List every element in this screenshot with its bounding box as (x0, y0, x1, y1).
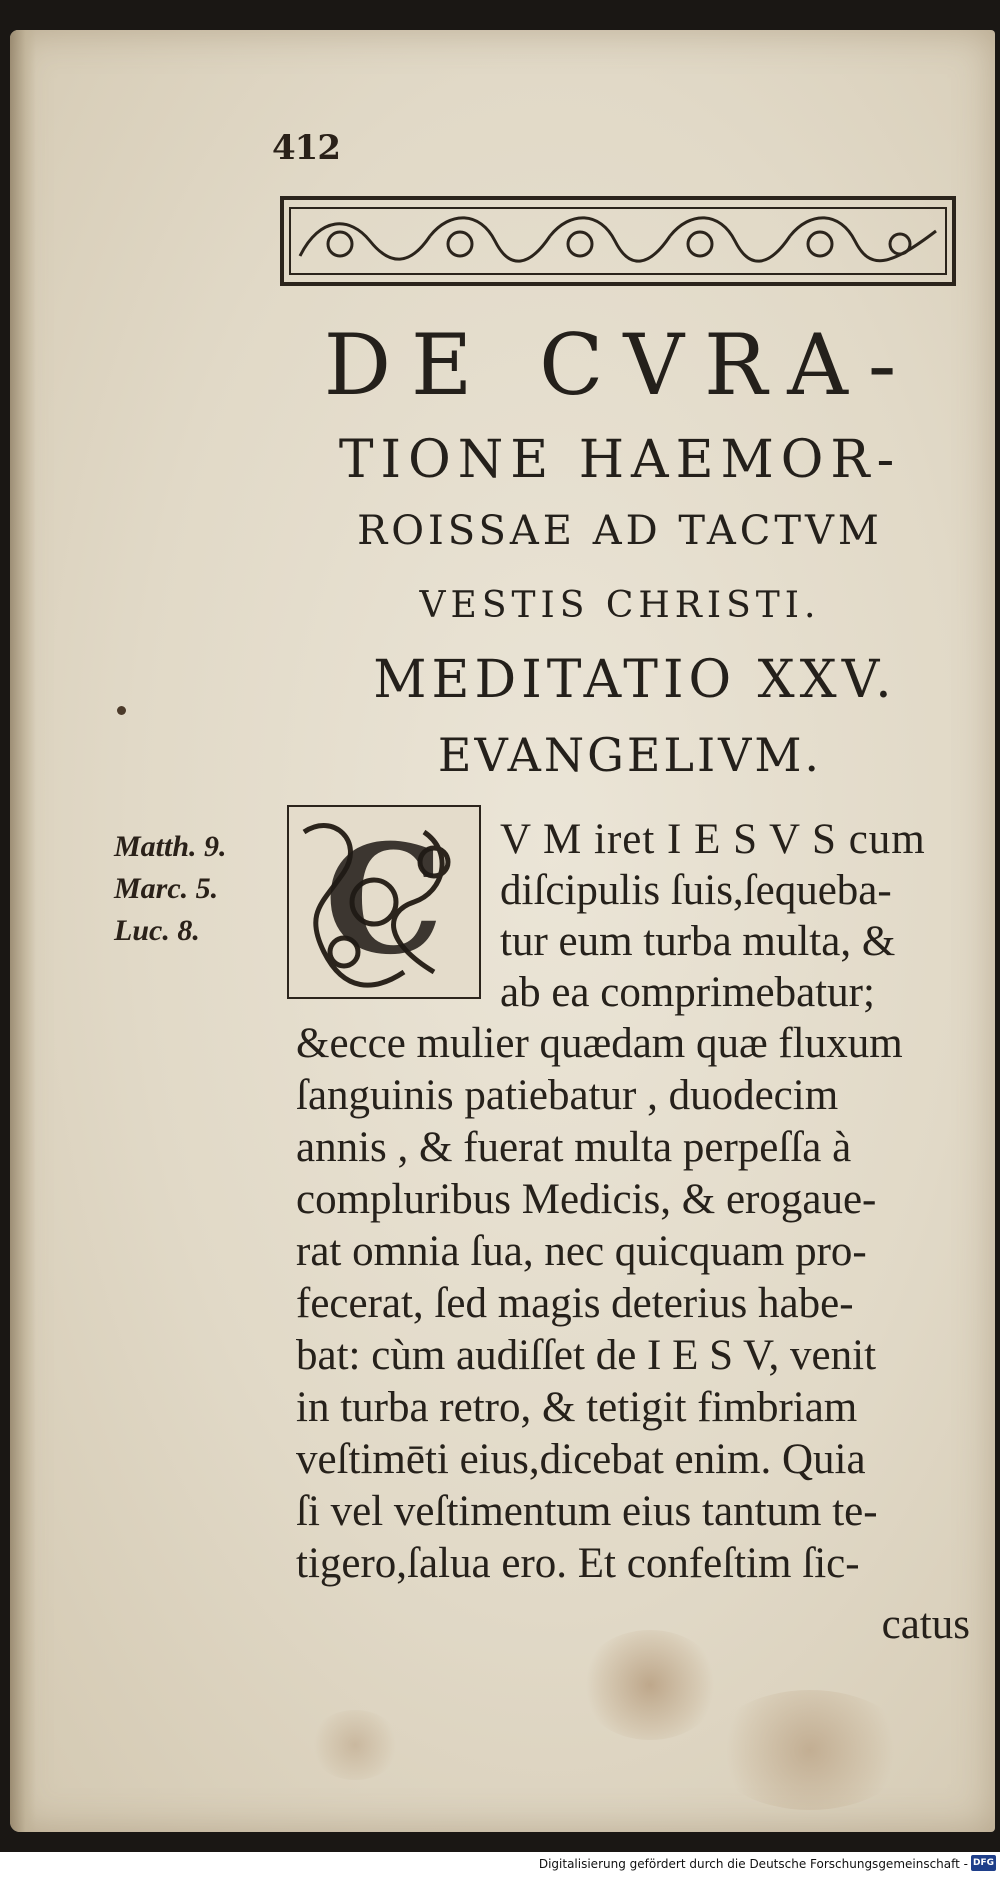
marginal-reference-mark: Marc. 5. (114, 872, 219, 905)
title-line-3: ROISSAE AD TACTVM (357, 508, 883, 554)
page-number: 412 (272, 128, 340, 168)
text-line-8: compluribus Medicis, & erogaue- (296, 1176, 877, 1223)
text-line-7: annis , & fuerat multa perpeſſa à (296, 1124, 852, 1171)
text-line-12: in turba retro, & tetigit fimbriam (296, 1384, 858, 1431)
text-line-14: ſi vel veſtimentum eius tantum te- (296, 1488, 878, 1535)
decorated-initial (284, 802, 484, 1002)
ornament-headpiece (280, 196, 956, 286)
text-line-2: diſcipulis ſuis,ſequeba- (500, 867, 892, 914)
dfg-logo: DFG (971, 1855, 996, 1871)
water-stain (310, 1710, 400, 1780)
ink-speck (117, 706, 126, 715)
text-line-15: tigero,ſalua ero. Et confeſtim ſic- (296, 1540, 860, 1587)
meditation-heading: MEDITATIO XXV. (373, 650, 897, 710)
water-stain (710, 1690, 910, 1810)
text-line-9: rat omnia ſua, nec quicquam pro- (296, 1228, 867, 1275)
gospel-subheading: EVANGELIVM. (437, 728, 823, 782)
text-line-10: fecerat, ſed magis deterius habe- (296, 1280, 854, 1327)
text-line-5: &ecce mulier quædam quæ fluxum (296, 1020, 903, 1067)
ornament-frame (282, 198, 954, 284)
page-gutter (10, 30, 36, 1832)
text-line-13: veſtimēti eius,dicebat enim. Quia (296, 1436, 866, 1483)
marginal-reference-matthew: Matth. 9. (114, 830, 227, 863)
title-line-1: DE CVRA- (323, 316, 917, 414)
drop-cap-letter: C (324, 812, 444, 988)
text-line-6: ſanguinis patiebatur , duodecim (296, 1072, 839, 1119)
text-line-1: V M iret I E S V S cum (500, 816, 926, 863)
text-line-11: bat: cùm audiſſet de I E S V, venit (296, 1332, 877, 1379)
marginal-reference-luke: Luc. 8. (114, 914, 200, 947)
title-line-4: VESTIS CHRISTI. (419, 585, 821, 626)
text-line-3: tur eum turba multa, & (500, 918, 896, 965)
title-line-2: TIONE HAEMOR- (338, 430, 902, 490)
text-line-4: ab ea comprimebatur; (500, 969, 875, 1016)
ornament-inner-frame (290, 208, 946, 274)
ornament-scrollwork (300, 218, 936, 261)
catchword: catus (881, 1601, 970, 1648)
funding-footer: Digitalisierung gefördert durch die Deutsche Forschungsgemeinschaft - (538, 1857, 968, 1871)
water-stain (580, 1630, 720, 1740)
